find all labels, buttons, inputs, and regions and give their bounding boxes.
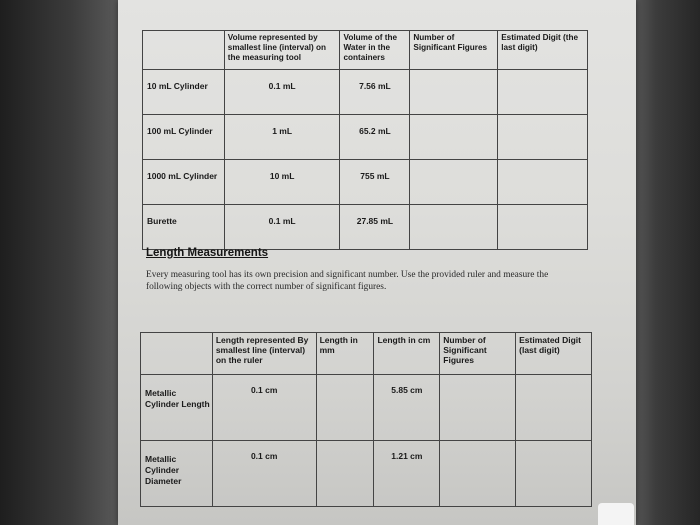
interval-cell: 0.1 mL (224, 205, 340, 250)
sig-figs-cell[interactable] (410, 70, 498, 115)
row-label: 1000 mL Cylinder (143, 160, 225, 205)
volume-cell: 27.85 mL (340, 205, 410, 250)
header-cell: Number of Significant Figures (440, 333, 516, 375)
header-cell (141, 333, 213, 375)
header-cell: Estimated Digit (the last digit) (498, 31, 588, 70)
header-cell: Length in mm (316, 333, 374, 375)
table-row (141, 375, 592, 441)
table-row (143, 205, 588, 250)
estimated-cell[interactable] (498, 115, 588, 160)
volume-table (142, 30, 588, 250)
estimated-cell[interactable] (498, 70, 588, 115)
header-cell (143, 31, 225, 70)
interval-cell: 0.1 mL (224, 70, 340, 115)
volume-cell: 65.2 mL (340, 115, 410, 160)
interval-cell: 0.1 cm (212, 441, 316, 507)
estimated-cell[interactable] (498, 160, 588, 205)
header-cell: Number of Significant Figures (410, 31, 498, 70)
table-row (143, 70, 588, 115)
row-label: Metallic Cylinder Length (141, 375, 213, 441)
length-mm-cell[interactable] (316, 375, 374, 441)
estimated-cell[interactable] (516, 375, 592, 441)
interval-cell: 1 mL (224, 115, 340, 160)
interval-cell: 0.1 cm (212, 375, 316, 441)
row-label: 10 mL Cylinder (143, 70, 225, 115)
sig-figs-cell[interactable] (440, 375, 516, 441)
header-cell: Volume of the Water in the containers (340, 31, 410, 70)
table-row (143, 115, 588, 160)
length-mm-cell[interactable] (316, 441, 374, 507)
row-label: Metallic Cylinder Diameter (141, 441, 213, 507)
table-row (143, 160, 588, 205)
sig-figs-cell[interactable] (410, 115, 498, 160)
length-table (140, 332, 592, 507)
length-cm-cell: 5.85 cm (374, 375, 440, 441)
row-label: Burette (143, 205, 225, 250)
header-cell: Estimated Digit (last digit) (516, 333, 592, 375)
sig-figs-cell[interactable] (410, 205, 498, 250)
interval-cell: 10 mL (224, 160, 340, 205)
background-left (0, 0, 120, 525)
sig-figs-cell[interactable] (410, 160, 498, 205)
light-reflection (598, 503, 634, 525)
volume-cell: 755 mL (340, 160, 410, 205)
sig-figs-cell[interactable] (440, 441, 516, 507)
volume-cell: 7.56 mL (340, 70, 410, 115)
header-cell: Length represented By smallest line (interval) on the ruler (212, 333, 316, 375)
section-heading: Length Measurements (146, 247, 269, 259)
estimated-cell[interactable] (498, 205, 588, 250)
table-row (141, 441, 592, 507)
header-cell: Volume represented by smallest line (interval) on the measuring tool (224, 31, 340, 70)
length-cm-cell: 1.21 cm (374, 441, 440, 507)
row-label: 100 mL Cylinder (143, 115, 225, 160)
estimated-cell[interactable] (516, 441, 592, 507)
table-header-row (141, 333, 592, 375)
header-cell: Length in cm (374, 333, 440, 375)
table-header-row (143, 31, 588, 70)
instructions-paragraph: Every measuring tool has its own precision and significant number. Use the provided ruler and measure the following objects with the correct number of significant figures. (146, 270, 549, 292)
